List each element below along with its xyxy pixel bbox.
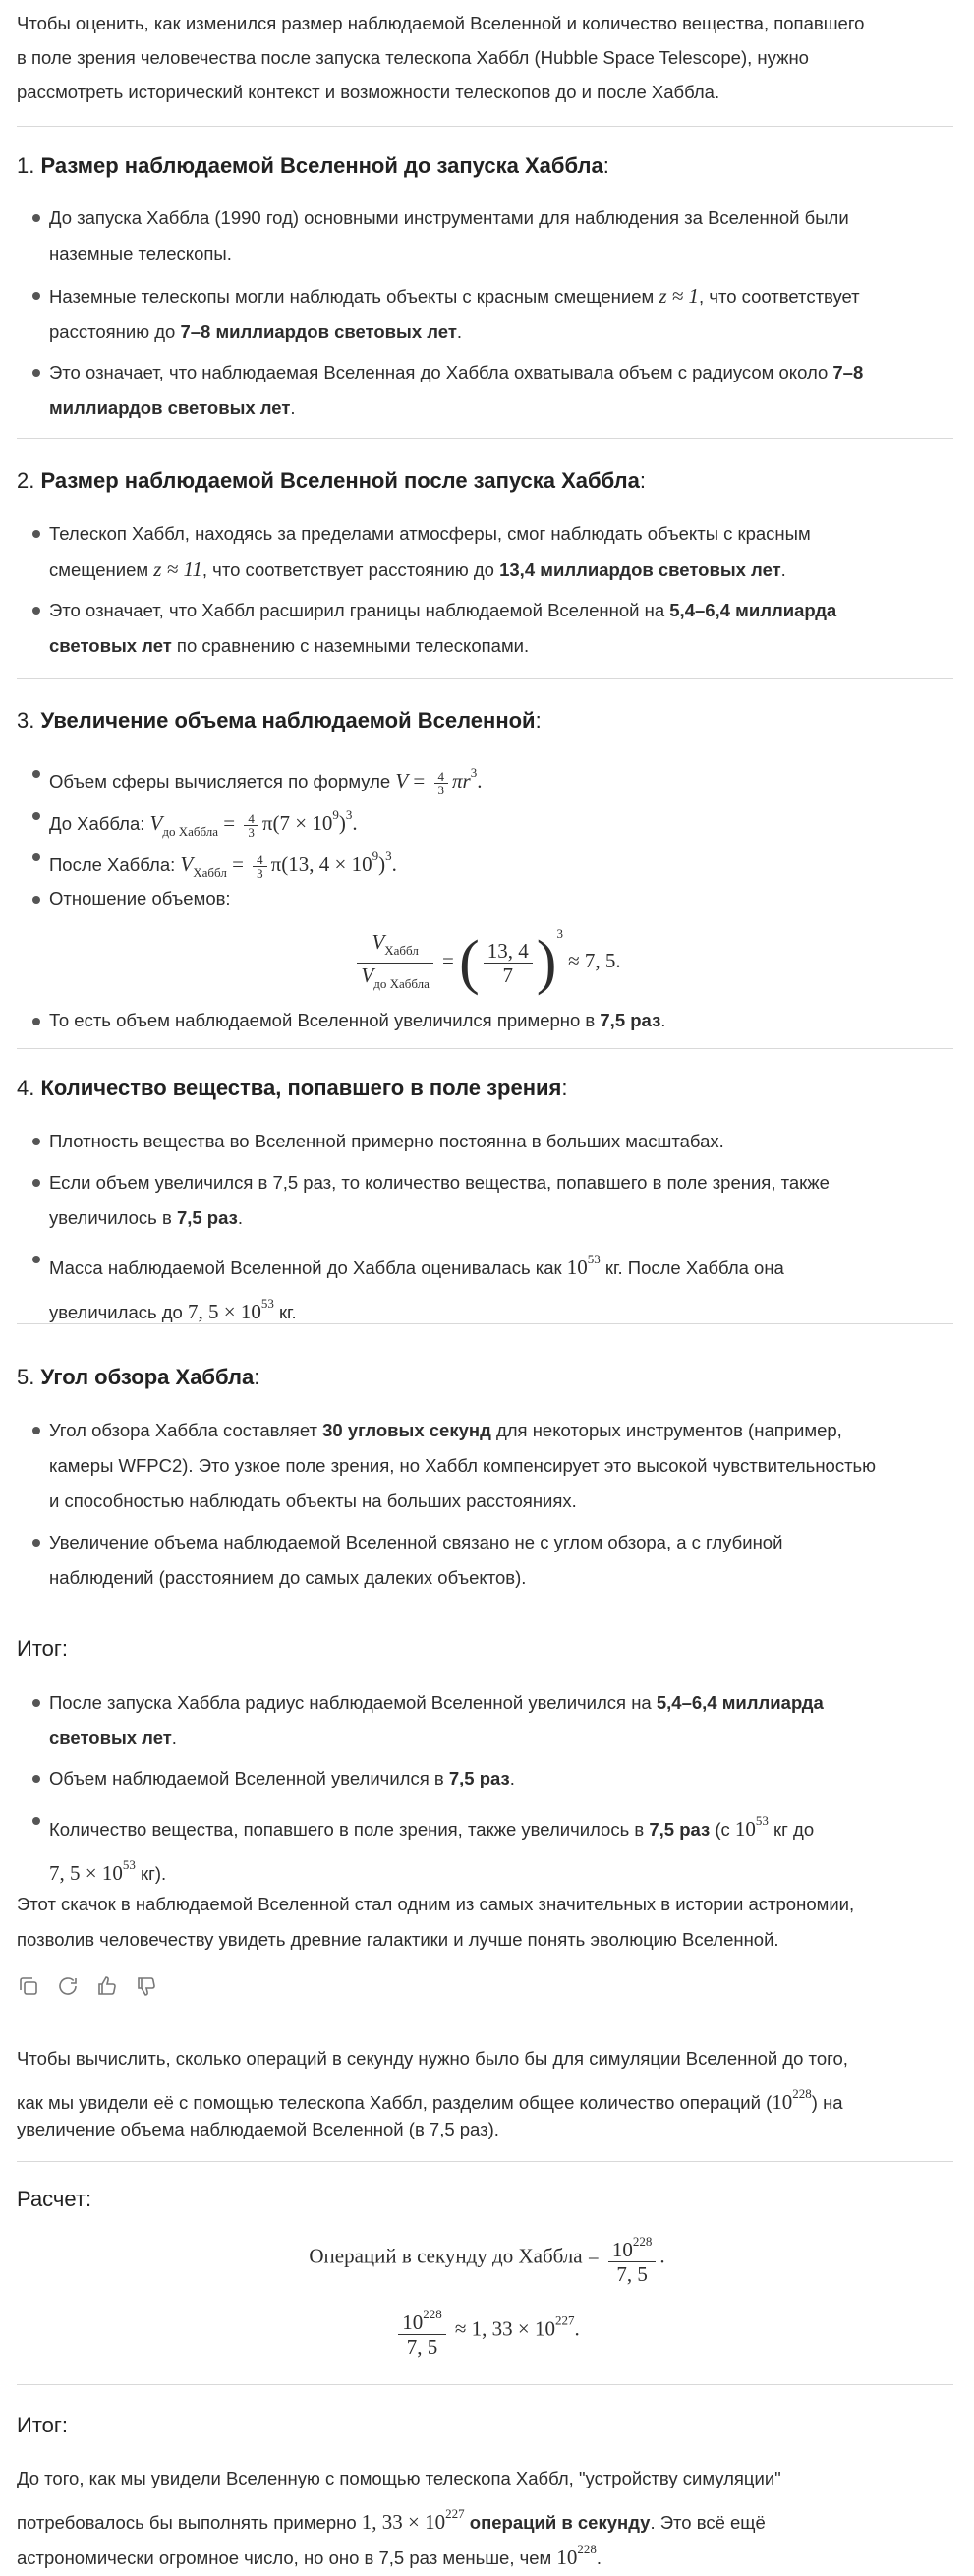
final-line: потребовалось бы выполнять примерно 1, $33 \times 10^{227}$ операций в секунду. Это всё ещё — [17, 2506, 766, 2534]
bullet-dot — [32, 369, 40, 377]
list-item: Это означает, что наблюдаемая Вселенная до Хаббла охватывала объем с радиусом около 7–8 миллиардов световых лет. — [49, 362, 864, 418]
bullet-dot — [32, 770, 40, 778]
final-line: астрономически огромное число, но оно в 7,5 раз меньше, чем $10^{228}$. — [17, 2542, 602, 2569]
summary-paragraph-line: Этот скачок в наблюдаемой Вселенной стал одним из самых значительных в истории астрономии, — [17, 1894, 855, 1914]
list-item: После запуска Хаббла радиус наблюдаемой Вселенной увеличился на 5,4–6,4 миллиарда световых лет. — [49, 1692, 824, 1748]
bullet-dot — [32, 1699, 40, 1707]
bullet-dot — [32, 853, 40, 861]
calc-formula-2: $\frac{10^{228}}{7, 5}$ ≈ 1, $33 \times 10^{227}$. — [0, 2303, 974, 2359]
ratio-formula: $\frac{V_{Хаббл}}{V_{до Хаббла}}$ = ( $\frac{13, 4}{7}$ )$^3$ ≈ 7, 5. — [0, 922, 974, 996]
section-heading-3: 3. Увеличение объема наблюдаемой Вселенной: — [17, 708, 542, 732]
bullet-dot — [32, 1138, 40, 1145]
final-heading: Итог: — [17, 2413, 69, 2437]
list-item: Отношение объемов: — [49, 888, 231, 908]
list-item: Объем сферы вычисляется по формуле V = $\frac{4}{3}$ $\pi r^3$. — [49, 765, 483, 797]
list-item: Телескоп Хаббл, находясь за пределами атмосферы, смог наблюдать объекты с красным смещением z ≈ 11, что соответствует расстоянию до 13,4 миллиардов световых лет. — [49, 523, 811, 581]
list-item: Увеличение объема наблюдаемой Вселенной связано не с углом обзора, а с глубиной наблюдений (расстоянием до самых далеких объектов). — [49, 1532, 783, 1588]
section-heading-5: 5. Угол обзора Хаббла: — [17, 1365, 260, 1389]
list-item: Наземные телескопы могли наблюдать объекты с красным смещением z ≈ 1, что соответствует расстоянию до 7–8 миллиардов световых лет. — [49, 284, 860, 342]
divider — [17, 2161, 953, 2162]
divider — [17, 126, 953, 127]
bullet-dot — [32, 1018, 40, 1025]
final-line: До того, как мы увидели Вселенную с помощью телескопа Хаббл, "устройству симуляции" — [17, 2468, 781, 2488]
bullet-dot — [32, 530, 40, 538]
divider — [17, 438, 953, 439]
intro-line: Чтобы оценить, как изменился размер наблюдаемой Вселенной и количество вещества, попавшего — [17, 13, 865, 33]
list-item: После Хаббла: $V_{Хаббл}$ = $\frac{4}{3}$ π(13, $4 \times 10^9)^3$. — [49, 849, 397, 881]
copy-icon[interactable] — [17, 1974, 40, 1998]
bullet-dot — [32, 1427, 40, 1434]
list-item: Это означает, что Хаббл расширил границы наблюдаемой Вселенной на 5,4–6,4 миллиарда световых лет по сравнению с наземными телескопами. — [49, 600, 837, 656]
list-item: До Хаббла: $V_{до Хаббла}$ = $\frac{4}{3}$ $\pi(7 \times 10^9)^3$. — [49, 807, 358, 840]
thumbs-up-icon[interactable] — [95, 1974, 119, 1998]
bullet-dot — [32, 812, 40, 820]
divider — [17, 1323, 953, 1324]
list-item: Угол обзора Хаббла составляет 30 угловых секунд для некоторых инструментов (например, камеры WFPC2). Это узкое поле зрения, но Хаббл компенсирует это высокой чувствительностью и способностью наблюдать объекты на больших расстояниях. — [49, 1420, 877, 1511]
intro-line: рассмотреть исторический контекст и возможности телескопов до и после Хаббла. — [17, 82, 720, 102]
bullet-dot — [32, 214, 40, 222]
bullet-dot — [32, 1179, 40, 1187]
answer2-line: как мы увидели её с помощью телескопа Хаббл, разделим общее количество операций $(10^{228})$ на — [17, 2086, 843, 2114]
bullet-dot — [32, 1817, 40, 1825]
list-item: Если объем увеличился в 7,5 раз, то количество вещества, попавшего в поле зрения, также увеличилось в 7,5 раз. — [49, 1172, 830, 1228]
section-heading-4: 4. Количество вещества, попавшего в поле зрения: — [17, 1076, 568, 1100]
divider — [17, 678, 953, 679]
list-item: Плотность вещества во Вселенной примерно постоянна в больших масштабах. — [49, 1131, 724, 1151]
regenerate-icon[interactable] — [56, 1974, 80, 1998]
list-item: Объем наблюдаемой Вселенной увеличился в 7,5 раз. — [49, 1768, 515, 1788]
calc-heading: Расчет: — [17, 2187, 92, 2211]
section-heading-1: 1. Размер наблюдаемой Вселенной до запуска Хаббла: — [17, 153, 609, 178]
calc-formula-1: Операций в секунду до Хаббла = $\frac{10^{228}}{7, 5}$ . — [0, 2230, 974, 2286]
bullet-dot — [32, 292, 40, 300]
list-item: До запуска Хаббла (1990 год) основными инструментами для наблюдения за Вселенной были наземные телескопы. — [49, 207, 849, 263]
list-item: Масса наблюдаемой Вселенной до Хаббла оценивалась как $10^{53}$ кг. После Хаббла она увеличилась до 7, $5 \times 10^{53}$ кг. — [49, 1252, 784, 1323]
section-heading-2: 2. Размер наблюдаемой Вселенной после запуска Хаббла: — [17, 468, 647, 493]
intro-line: в поле зрения человечества после запуска телескопа Хаббл (Hubble Space Telescope), нужно — [17, 47, 809, 68]
bullet-dot — [32, 607, 40, 615]
list-item: Количество вещества, попавшего в поле зрения, также увеличилось в 7,5 раз (с $10^{53}$ кг до 7, $5 \times 10^{53}$ кг). — [49, 1813, 815, 1885]
list-item: То есть объем наблюдаемой Вселенной увеличился примерно в 7,5 раз. — [49, 1010, 666, 1030]
bullet-dot — [32, 896, 40, 904]
summary-paragraph-line: позволив человечеству увидеть древние галактики и лучше понять эволюцию Вселенной. — [17, 1929, 779, 1950]
bullet-dot — [32, 1256, 40, 1263]
divider — [17, 1048, 953, 1049]
bullet-dot — [32, 1775, 40, 1783]
thumbs-down-icon[interactable] — [135, 1974, 158, 1998]
bullet-dot — [32, 1539, 40, 1547]
answer2-line: увеличение объема наблюдаемой Вселенной (в 7,5 раз). — [17, 2119, 499, 2139]
divider — [17, 2384, 953, 2385]
summary-heading: Итог: — [17, 1636, 69, 1661]
answer2-line: Чтобы вычислить, сколько операций в секунду нужно было бы для симуляции Вселенной до того, — [17, 2048, 848, 2069]
